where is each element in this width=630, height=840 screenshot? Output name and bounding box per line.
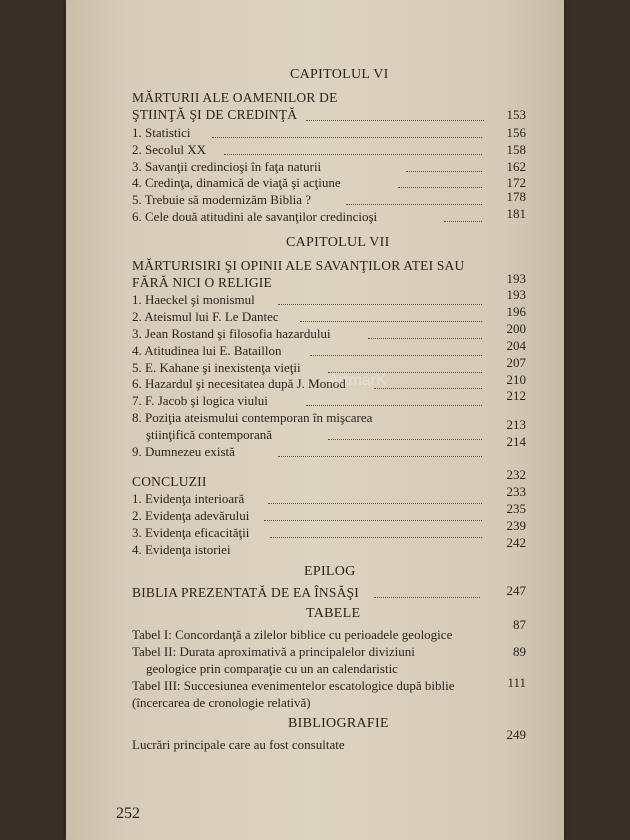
table-1-entry: Tabel I: Concordanţă a zilelor biblice cu perioadele geologice: [132, 627, 453, 642]
toc-page: 210: [506, 372, 526, 387]
toc-entry: 5. Trebuie să modernizăm Biblia ?: [132, 192, 312, 207]
page-number: 252: [116, 805, 140, 822]
epilogue-entry: BIBLIA PREZENTATĂ DE EA ÎNSĂŞI: [132, 585, 359, 600]
leader-dots: [300, 321, 482, 322]
table-1-page: 87: [513, 617, 526, 632]
conclusions-page: 232: [506, 467, 526, 482]
tables-heading: TABELE: [306, 606, 361, 621]
toc-entry: 2. Evidenţa adevărului: [132, 508, 250, 523]
chapter-6-title-line2: ŞTIINŢĂ ŞI DE CREDINŢĂ: [132, 107, 298, 122]
toc-page: 214: [506, 434, 526, 449]
toc-page: 235: [506, 501, 526, 516]
toc-page: 200: [506, 321, 526, 336]
watermark: ArtmarK: [328, 372, 387, 389]
toc-page: 207: [506, 355, 526, 370]
toc-page: 181: [506, 206, 526, 221]
toc-entry: 2. Ateismul lui F. Le Dantec: [132, 309, 279, 324]
toc-entry: 3. Savanţii credincioşi în faţa naturii: [132, 159, 322, 174]
leader-dots: [398, 187, 482, 188]
toc-entry: 4. Evidenţa istoriei: [132, 542, 231, 557]
leader-dots: [444, 221, 482, 222]
toc-page: 212: [506, 388, 526, 403]
toc-page: 204: [506, 338, 526, 353]
table-3-page: 111: [507, 675, 526, 690]
chapter-7-title-page: 193: [506, 271, 526, 286]
toc-page: 196: [506, 304, 526, 319]
toc-page: 193: [506, 287, 526, 302]
leader-dots: [278, 304, 482, 305]
toc-entry: 6. Cele două atitudini ale savanţilor credincioşi: [132, 209, 378, 224]
toc-page: 158: [506, 142, 526, 157]
chapter-6-title-line1: MĂRTURII ALE OAMENILOR DE: [132, 90, 338, 105]
table-3-entry-line1: Tabel III: Succesiunea evenimentelor escatologice după biblie: [132, 678, 455, 693]
chapter-7-title-line1: MĂRTURISIRI ŞI OPINII ALE SAVANŢILOR ATEI SAU: [132, 258, 465, 273]
leader-dots: [328, 439, 482, 440]
toc-page: 156: [506, 125, 526, 140]
book-page: [66, 0, 564, 840]
bibliography-heading: BIBLIOGRAFIE: [288, 716, 389, 731]
toc-page: 242: [506, 535, 526, 550]
leader-dots: [406, 171, 482, 172]
leader-dots: [346, 204, 482, 205]
bibliography-entry: Lucrări principale care au fost consultate: [132, 737, 345, 752]
conclusions-heading: CONCLUZII: [132, 474, 207, 489]
table-2-page: 89: [513, 644, 526, 659]
table-3-entry-line2: (încercarea de cronologie relativă): [132, 695, 311, 710]
leader-dots: [278, 456, 482, 457]
leader-dots: [374, 597, 480, 598]
toc-page: 239: [506, 518, 526, 533]
toc-entry: 1. Evidenţa interioară: [132, 491, 245, 506]
toc-page: 172: [506, 175, 526, 190]
toc-entry: 2. Secolul XX: [132, 142, 207, 157]
leader-dots: [270, 537, 482, 538]
toc-entry: 8. Poziţia ateismului contemporan în mişcarea: [132, 410, 373, 425]
table-2-entry-line1: Tabel II: Durata aproximativă a principalelor diviziuni: [132, 644, 415, 659]
bibliography-page: 249: [506, 727, 526, 742]
leader-dots: [310, 355, 482, 356]
leader-dots: [306, 405, 482, 406]
toc-page: 213: [506, 417, 526, 432]
toc-entry: 6. Hazardul şi necesitatea după J. Monod: [132, 376, 346, 391]
chapter-7-heading: CAPITOLUL VII: [286, 235, 390, 250]
leader-dots: [264, 520, 482, 521]
toc-page: 178: [506, 189, 526, 204]
epilogue-heading: EPILOG: [304, 564, 356, 579]
toc-entry: 1. Haeckel şi monismul: [132, 292, 255, 307]
chapter-6-heading: CAPITOLUL VI: [290, 67, 389, 82]
leader-dots: [268, 503, 482, 504]
chapter-6-title-page: 153: [506, 107, 526, 122]
toc-page: 162: [506, 159, 526, 174]
toc-entry: 3. Evidenţa eficacităţii: [132, 525, 250, 540]
toc-entry: ştiinţifică contemporană: [146, 427, 272, 442]
toc-page: 233: [506, 484, 526, 499]
leader-dots: [306, 120, 484, 121]
leader-dots: [224, 154, 482, 155]
toc-entry: 1. Statistici: [132, 125, 191, 140]
epilogue-page: 247: [506, 583, 526, 598]
toc-entry: 4. Atitudinea lui E. Bataillon: [132, 343, 282, 358]
toc-entry: 4. Credinţa, dinamică de viaţă şi acţiune: [132, 175, 341, 190]
toc-entry: 3. Jean Rostand şi filosofia hazardului: [132, 326, 331, 341]
toc-entry: 9. Dumnezeu există: [132, 444, 235, 459]
toc-entry: 5. E. Kahane şi inexistenţa vieţii: [132, 360, 301, 375]
toc-entry: 7. F. Jacob şi logica viului: [132, 393, 268, 408]
leader-dots: [374, 388, 482, 389]
leader-dots: [212, 137, 482, 138]
table-2-entry-line2: geologice prin comparaţie cu un an calendaristic: [146, 661, 398, 676]
leader-dots: [368, 338, 482, 339]
chapter-7-title-line2: FĂRĂ NICI O RELIGIE: [132, 275, 272, 290]
